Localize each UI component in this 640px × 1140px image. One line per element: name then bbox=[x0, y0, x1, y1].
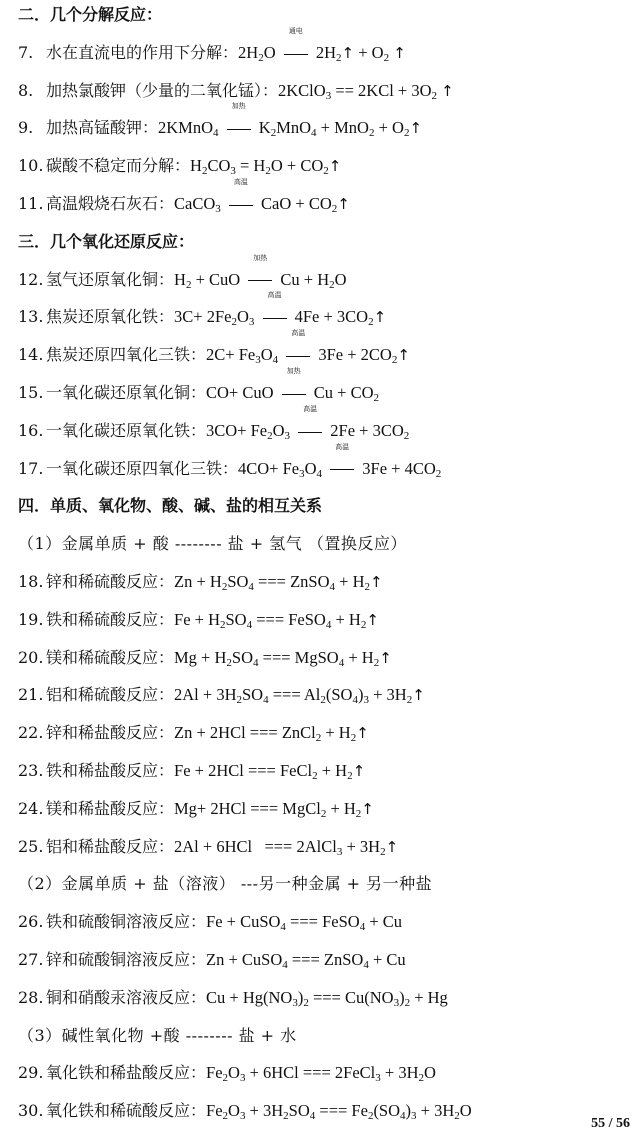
chemical-equation: Zn + CuSO$_4$ === ZnSO$_4$ + Cu bbox=[206, 950, 406, 971]
reaction-label: 加热高锰酸钾： bbox=[46, 118, 159, 138]
chemical-equation: $H_2CO_3 = H_2O$ + $CO_2↑$ bbox=[190, 156, 342, 178]
reaction-item bbox=[18, 78, 632, 104]
reaction-item bbox=[18, 569, 632, 595]
reaction-item bbox=[18, 404, 632, 444]
reaction-label: 焦炭还原四氧化三铁： bbox=[46, 345, 207, 365]
item-number: 26. bbox=[18, 912, 44, 932]
reaction-item bbox=[18, 253, 632, 293]
reaction-label: 一氧化碳还原氧化铜： bbox=[46, 383, 207, 402]
reaction-label: 锌和稀盐酸反应： bbox=[46, 723, 175, 743]
reaction-condition: 加热 bbox=[248, 267, 272, 293]
item-number: 18. bbox=[18, 572, 44, 591]
reaction-label: 锌和硫酸铜溶液反应： bbox=[46, 950, 207, 969]
reaction-item bbox=[18, 442, 632, 482]
gas-arrow-icon: ↑ bbox=[441, 81, 454, 100]
chemical-equation: $2C+ Fe_3O_4$ 高温 $3Fe + 2CO_2↑$ bbox=[206, 329, 410, 367]
chemical-equation: Mg+ 2HCl === MgCl$_2$ + $H_2↑$ bbox=[174, 798, 374, 820]
item-number: 20. bbox=[18, 647, 44, 667]
chemical-equation: CO+ CuO 加热 $Cu + CO_2$ bbox=[206, 367, 380, 404]
reaction-label: 一氧化碳还原氧化铁： bbox=[46, 420, 207, 440]
gas-arrow-icon: ↑ bbox=[341, 43, 355, 62]
reaction-label: 锌和稀硫酸反应： bbox=[46, 572, 175, 591]
chemical-equation: $H_2$ + CuO 加热 $Cu + H_2O$ bbox=[174, 253, 347, 291]
chemical-equation: $Fe + H_2SO_4$ === FeSO$_4$ + $H_2↑$ bbox=[174, 609, 379, 631]
gas-arrow-icon: ↑ bbox=[393, 43, 406, 62]
section-heading: 二．几个分解反应： bbox=[18, 5, 163, 24]
item-number: 19. bbox=[18, 609, 44, 629]
gas-arrow-icon: ↑ bbox=[337, 195, 350, 213]
item-number: 24. bbox=[18, 798, 44, 818]
reaction-item bbox=[18, 329, 632, 368]
reaction-label: 铝和稀盐酸反应： bbox=[46, 836, 175, 856]
item-number: 8. bbox=[18, 80, 34, 100]
subsection-heading: （2）金属单质 + 盐（溶液） ---另一种金属 + 另一种盐 bbox=[18, 874, 433, 894]
chemical-equation: $Mg + H_2SO_4$ === MgSO$_4$ + $H_2↑$ bbox=[174, 647, 392, 669]
reaction-item bbox=[18, 153, 632, 179]
chemical-equation: $Cu + Hg(NO_3)_2$ === $Cu(NO_3)_2 + Hg$ bbox=[206, 987, 448, 1009]
reaction-label: 铁和硫酸铜溶液反应： bbox=[46, 912, 207, 932]
item-number: 29. bbox=[18, 1063, 44, 1083]
item-number: 11. bbox=[18, 194, 44, 213]
chemical-equation: 2KClO$_3$ == $2KCl + 3O_2$ ↑ bbox=[278, 80, 454, 102]
gas-arrow-icon: ↑ bbox=[361, 799, 374, 818]
subsection-heading: （3）碱性氧化物 +酸 -------- 盐 + 水 bbox=[18, 1025, 297, 1045]
chemical-equation: CaCO$_3$ 高温 CaO + $CO_2↑$ bbox=[174, 178, 350, 215]
chemical-equation: Fe + 2HCl === FeCl$_2$ + $H_2↑$ bbox=[174, 761, 366, 782]
reaction-item bbox=[18, 367, 632, 406]
item-number: 30. bbox=[18, 1101, 44, 1121]
reaction-condition: 加热 bbox=[227, 115, 251, 141]
reaction-condition: 加热 bbox=[282, 380, 306, 406]
item-number: 22. bbox=[18, 723, 44, 743]
item-number: 10. bbox=[18, 156, 44, 176]
gas-arrow-icon: ↑ bbox=[366, 610, 379, 629]
reaction-item bbox=[18, 1060, 632, 1086]
reaction-item bbox=[18, 26, 632, 66]
chemical-equation: $3CO+ Fe_2O_3$ 高温 $2Fe + 3CO_2$ bbox=[206, 404, 410, 442]
subsection-heading: （1）金属单质 + 酸 -------- 盐 + 氢气 （置换反应） bbox=[18, 534, 407, 554]
reaction-condition: 高温 bbox=[330, 456, 354, 482]
chemical-equation: 2Al + 6HCl === 2AlCl$_3$ + $3H_2↑$ bbox=[174, 836, 399, 858]
reaction-item bbox=[18, 102, 632, 141]
item-number: 27. bbox=[18, 950, 44, 969]
reaction-label: 铁和稀硫酸反应： bbox=[46, 609, 175, 629]
reaction-label: 碳酸不稳定而分解： bbox=[46, 156, 191, 176]
chemical-equation: $Fe_2O_3 + 3H_2SO_4$ === $Fe_2(SO_4)_3 + 3H_2O$ bbox=[206, 1101, 472, 1123]
chemical-equation: $3C+ 2Fe_2O_3$ 高温 $4Fe + 3CO_2↑$ bbox=[174, 291, 387, 329]
gas-arrow-icon: ↑ bbox=[370, 573, 383, 591]
reaction-condition: 高温 bbox=[229, 191, 253, 217]
chemical-equation: $Fe_2O_3 + 6HCl$ === 2FeCl$_3$ + $3H_2O$ bbox=[206, 1063, 436, 1085]
item-number: 12. bbox=[18, 269, 44, 289]
reaction-item bbox=[18, 947, 632, 973]
section-heading: 四．单质、氧化物、酸、碱、盐的相互关系 bbox=[18, 496, 323, 516]
reaction-item bbox=[18, 909, 632, 935]
item-number: 21. bbox=[18, 685, 44, 705]
gas-arrow-icon: ↑ bbox=[328, 157, 342, 176]
gas-arrow-icon: ↑ bbox=[373, 308, 387, 327]
item-number: 9. bbox=[18, 118, 34, 138]
item-number: 23. bbox=[18, 761, 44, 780]
item-number: 17. bbox=[18, 458, 44, 478]
reaction-condition: 高温 bbox=[286, 342, 310, 368]
reaction-item bbox=[18, 985, 632, 1011]
reaction-label: 一氧化碳还原四氧化三铁： bbox=[46, 458, 239, 478]
reaction-label: 高温煅烧石灰石： bbox=[46, 194, 175, 213]
item-number: 7. bbox=[18, 42, 34, 62]
chemical-equation: Zn + 2HCl === ZnCl$_2$ + $H_2↑$ bbox=[174, 723, 369, 745]
gas-arrow-icon: ↑ bbox=[397, 346, 410, 365]
chemical-equation: $4CO+ Fe_3O_4$ 高温 $3Fe + 4CO_2$ bbox=[238, 442, 442, 480]
item-number: 28. bbox=[18, 987, 44, 1007]
gas-arrow-icon: ↑ bbox=[356, 724, 369, 743]
reaction-item bbox=[18, 645, 632, 671]
reaction-item bbox=[18, 607, 632, 633]
item-number: 13. bbox=[18, 307, 44, 327]
reaction-label: 加热氯酸钾（少量的二氧化锰）： bbox=[46, 80, 279, 100]
reaction-label: 氧化铁和稀盐酸反应： bbox=[46, 1063, 207, 1083]
reaction-item bbox=[18, 796, 632, 822]
item-number: 15. bbox=[18, 383, 44, 402]
reaction-label: 氧化铁和稀硫酸反应： bbox=[46, 1101, 207, 1121]
page-number: 55 / 56 bbox=[591, 1116, 630, 1131]
reaction-label: 铝和稀硫酸反应： bbox=[46, 685, 175, 705]
reaction-condition: 通电 bbox=[284, 40, 308, 66]
gas-arrow-icon: ↑ bbox=[379, 648, 392, 667]
chemical-equation: Fe + CuSO$_4$ === FeSO$_4$ + Cu bbox=[206, 912, 402, 934]
gas-arrow-icon: ↑ bbox=[409, 119, 423, 138]
reaction-label: 镁和稀硫酸反应： bbox=[46, 647, 175, 667]
reaction-label: 焦炭还原氧化铁： bbox=[46, 307, 175, 327]
reaction-label: 铜和硝酸汞溶液反应： bbox=[46, 987, 207, 1007]
reaction-label: 氢气还原氧化铜： bbox=[46, 269, 175, 289]
chemical-equation: 2KMnO$_4$ 加热 $K_2MnO_4 + MnO_2$ + $O_2↑$ bbox=[158, 102, 423, 140]
gas-arrow-icon: ↑ bbox=[385, 837, 399, 856]
chemical-equation: $2Al + 3H_2SO_4$ === $Al_2(SO_4)_3$ + $3H_2↑$ bbox=[174, 685, 425, 707]
item-number: 16. bbox=[18, 420, 44, 440]
section-heading: 三．几个氧化还原反应： bbox=[18, 231, 195, 251]
item-number: 25. bbox=[18, 836, 44, 856]
chemical-equation: $2H_2O$ 通电 $2H_2↑ + O_2$ ↑ bbox=[238, 26, 406, 64]
reaction-item bbox=[18, 1098, 632, 1124]
gas-arrow-icon: ↑ bbox=[412, 686, 425, 705]
item-number: 14. bbox=[18, 345, 44, 365]
reaction-item bbox=[18, 758, 632, 784]
chemical-equation: $Zn + H_2SO_4$ === ZnSO$_4$ + $H_2↑$ bbox=[174, 572, 383, 593]
reaction-condition: 高温 bbox=[298, 418, 322, 444]
reaction-item bbox=[18, 291, 632, 330]
reaction-item bbox=[18, 178, 632, 217]
reaction-condition: 高温 bbox=[263, 304, 287, 330]
reaction-item bbox=[18, 834, 632, 860]
reaction-label: 铁和稀盐酸反应： bbox=[46, 761, 175, 780]
gas-arrow-icon: ↑ bbox=[352, 762, 366, 780]
reaction-item bbox=[18, 720, 632, 746]
reaction-item bbox=[18, 682, 632, 708]
reaction-label: 镁和稀盐酸反应： bbox=[46, 798, 175, 818]
reaction-label: 水在直流电的作用下分解： bbox=[46, 42, 239, 62]
